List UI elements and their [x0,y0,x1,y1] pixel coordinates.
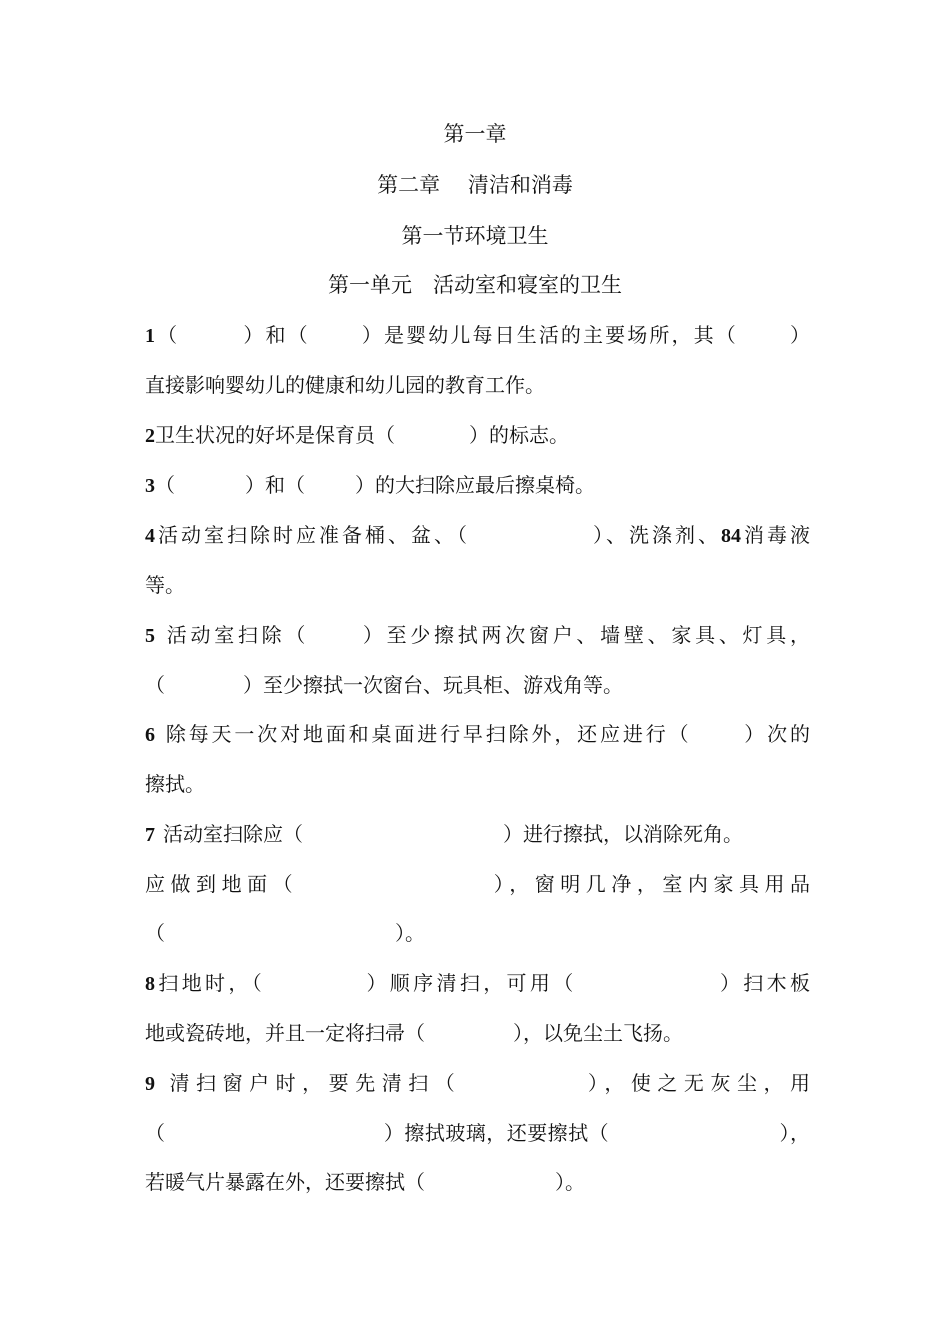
section-title: 第一节环境卫生 [401,224,549,248]
question-text: ）的标志。 [469,423,569,447]
question-text: 等。 [145,573,185,597]
question-text: 活动室扫除（ [163,623,310,647]
question-text: ）是婴幼儿每日生活的主要场所，其（ [359,323,738,347]
question-text: ）、洗涤剂、 [590,523,721,547]
question-line [145,623,810,648]
unit-title: 第一单元 活动室和寝室的卫生 [328,273,622,297]
question-line [145,722,810,747]
question-text: ）顺序清扫，可用（ [363,971,577,995]
question-text: ），使之无灰尘，用 [581,1071,811,1095]
question-number: 5 [145,625,155,647]
question-line [145,971,810,996]
question-number: 8 [145,973,155,995]
question-text: 清扫窗户时，要先清扫（ [163,1071,462,1095]
question-text: （ [145,673,165,697]
question-text: 除每天一次对地面和桌面进行早扫除外，还应进行（ [163,722,692,746]
question-number: 7 [145,824,155,846]
question-text: ）次的 [741,722,811,746]
question-number: 2 [145,425,155,447]
question-line [145,1121,810,1145]
question-text: （ [155,473,175,497]
question-line [145,523,810,548]
question-text: 消毒液 [741,523,810,547]
question-line [145,473,810,498]
question-text: ）， [779,1121,811,1145]
chapter-heading: 第一章 [443,122,507,146]
question-text: ） [787,323,811,347]
question-text: 若暖气片暴露在外，还要擦拭（ [145,1170,425,1194]
question-text: ）进行擦拭，以消除死角。 [503,822,743,846]
question-number: 3 [145,475,155,497]
question-number: 4 [145,525,155,547]
question-number: 6 [145,724,155,746]
question-text: ）。 [395,921,425,945]
question-line [145,822,810,847]
question-text: ）至少擦拭一次窗台、玩具柜、游戏角等。 [243,673,623,697]
question-text: ），以免尘土飞扬。 [513,1021,683,1045]
question-text: ）。 [555,1170,585,1194]
question-text: （ [145,921,165,945]
question-text: 卫生状况的好坏是保育员（ [155,423,395,447]
question-line [145,1170,810,1194]
chapter-title: 第二章 清洁和消毒 [377,173,573,197]
question-line [145,323,810,348]
question-number: 9 [145,1073,155,1095]
question-line [145,423,810,448]
question-text: ）和（ [241,323,310,347]
question-text: 扫地时，（ [155,971,266,995]
question-text: （ [155,323,180,347]
question-text: 应做到地面（ [145,872,299,896]
question-line [145,673,810,697]
question-number: 1 [145,325,155,347]
question-text: ），窗明几净，室内家具用品 [488,872,811,896]
question-line [145,1021,810,1045]
question-line [145,772,810,796]
question-line [145,872,810,896]
question-text: 地或瓷砖地，并且一定将扫帚（ [145,1021,425,1045]
question-line [145,1071,810,1096]
question-text: （ [145,1121,166,1145]
question-text: ）至少擦拭两次窗户、墙壁、家具、灯具， [359,623,811,647]
question-line [145,573,810,597]
question-text: ）和（ [245,473,305,497]
question-text: 活动室扫除应（ [163,822,303,846]
question-line [145,921,810,945]
question-text: 活动室扫除时应准备桶、盆、（ [155,523,470,547]
question-text: ）扫木板 [716,971,811,995]
question-line [145,373,810,397]
question-text: 直接影响婴幼儿的健康和幼儿园的教育工作。 [145,373,545,397]
question-text: ）擦拭玻璃，还要擦拭（ [383,1121,610,1145]
question-number-inline: 84 [721,525,741,547]
question-text: ）的大扫除应最后擦桌椅。 [355,473,595,497]
question-text: 擦拭。 [145,772,205,796]
